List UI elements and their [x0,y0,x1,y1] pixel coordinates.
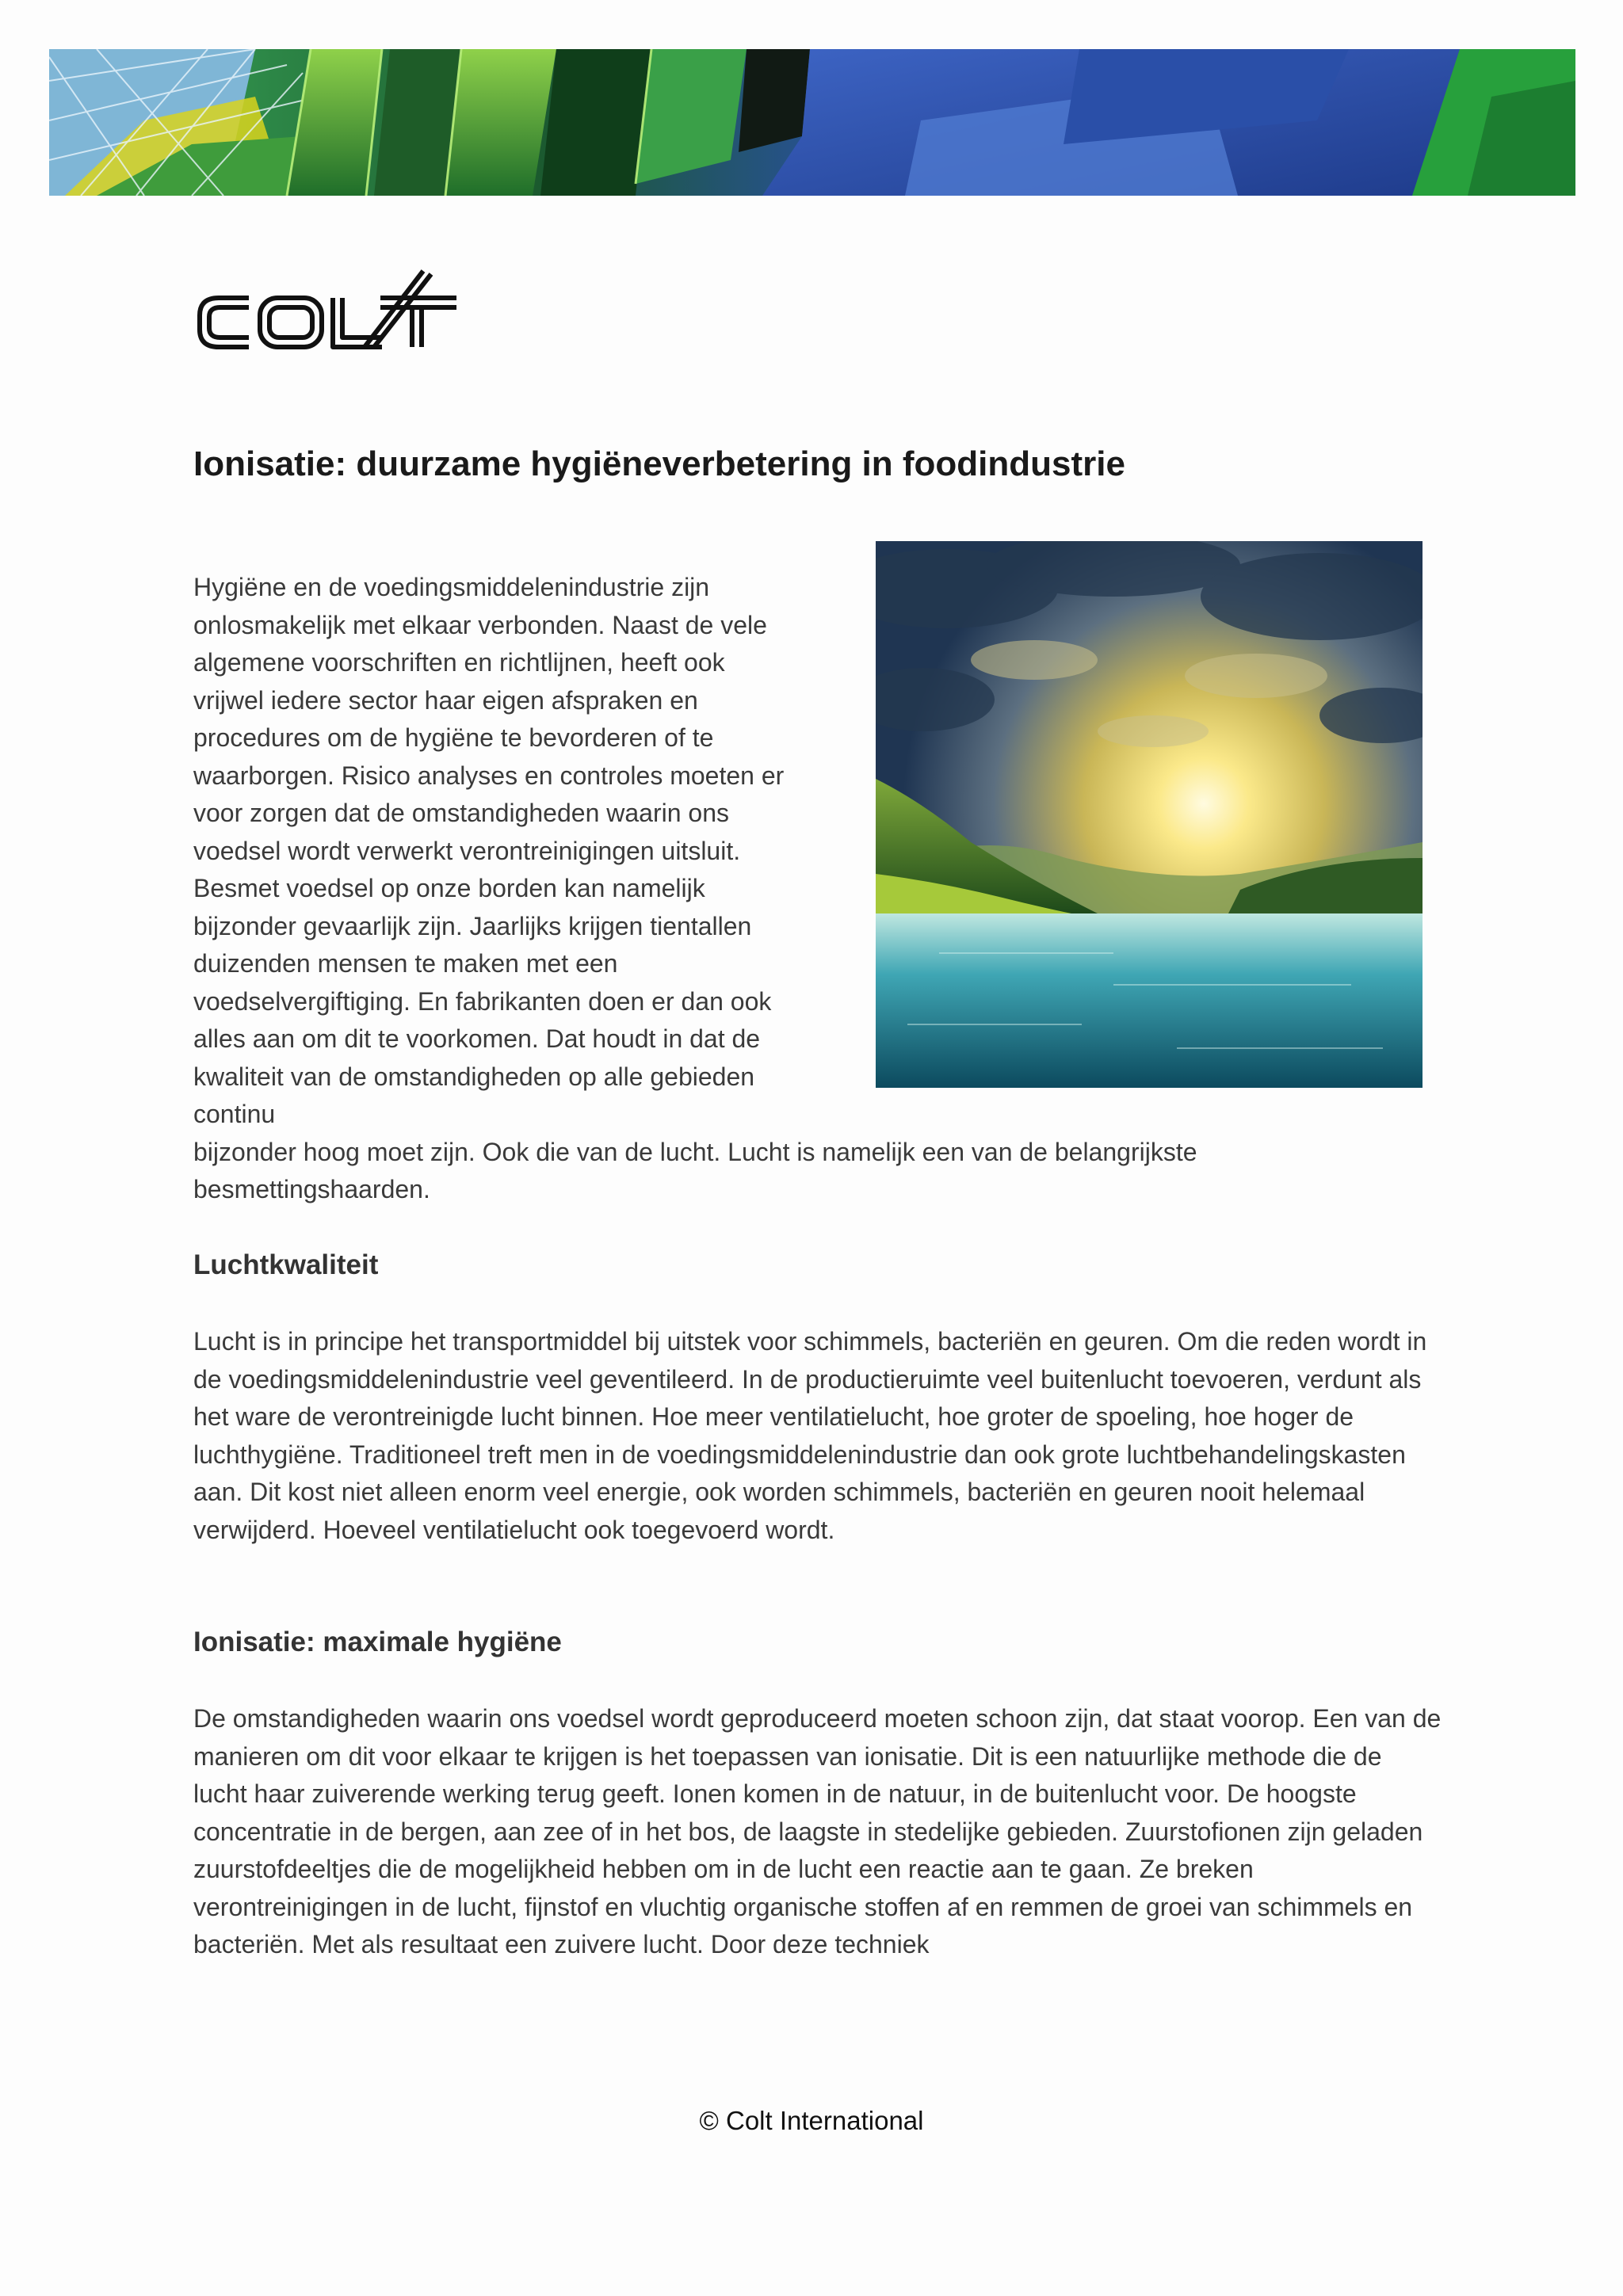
header-banner [49,49,1575,196]
footer-copyright: © Colt International [699,2106,924,2135]
section-heading-luchtkwaliteit: Luchtkwaliteit [193,1249,379,1280]
section-text-ionisatie: De omstandigheden waarin ons voedsel wordt geproduceerd moeten schoon zijn, dat staat voorop. Een van de manieren om dit voor elkaar te krijgen is het toepassen van ionisatie. Dit is een natuurlijke methode die de lucht haar zuiverende werking terug geeft. Ionen komen in de natuur, in de buitenlucht voor. De hoogste concentratie in de bergen, aan zee of in het bos, de laagste in stedelijke gebieden. Zuurstofionen zijn geladen zuurstofdeeltjes die de mogelijkheid hebben om in de lucht een reactie aan te gaan. Ze breken verontreinigingen in de lucht, fijnstof en vluchtig organische stoffen af en remmen de groei van schimmels en bacteriën. Met als resultaat een zuivere lucht. Door deze techniek [193,1704,1442,1958]
intro-block [193,569,1430,1209]
page-title: Ionisatie: duurzame hygiëneverbetering in foodindustrie [193,444,1125,483]
intro-text-wrapped: Hygiëne en de voedingsmiddelenindustrie zijn onlosmakelijk met elkaar verbonden. Naast de vele algemene voorschriften en richtlijnen, heeft ook vrijwel iedere sector haar eigen afspraken en procedures om de hygiëne te bevorderen of te waarborgen. Risico analyses en controles moeten er voor zorgen dat de omstandigheden waarin ons voedsel wordt verwerkt verontreinigingen uitsluit. Besmet voedsel op onze borden kan namelijk bijzonder gevaarlijk zijn. Jaarlijks krijgen tientallen duizenden mensen te maken met een voedselvergiftiging. En fabrikanten doen er dan ook alles aan om dit te voorkomen. Dat houdt in dat de kwaliteit van de omstandigheden op alle gebieden continu [193,573,785,1128]
colt-logo [193,268,463,355]
section-heading-ionisatie: Ionisatie: maximale hygiëne [193,1627,562,1657]
section-text-luchtkwaliteit: Lucht is in principe het transportmiddel bij uitstek voor schimmels, bacteriën en geuren. Om die reden wordt in de voedingsmiddelenindustrie veel geventileerd. In de productieruimte veel buitenlucht toevoeren, verdunt als het ware de verontreinigde lucht binnen. Hoe meer ventilatielucht, hoe groter de spoeling, hoe hoger de luchthygiëne. Traditioneel treft men in de voedingsmiddelenindustrie dan ook grote luchtbehandelingskasten aan. Dit kost niet alleen enorm veel energie, ook worden schimmels, bacteriën en geuren nooit helemaal verwijderd. Hoeveel ventilatielucht ook toegevoerd wordt. [193,1327,1427,1544]
intro-paragraph [193,569,1197,1209]
intro-text-full-width: bijzonder hoog moet zijn. Ook die van de lucht. Lucht is namelijk een van de belangrijkste besmettingshaarden. [193,1137,1197,1203]
